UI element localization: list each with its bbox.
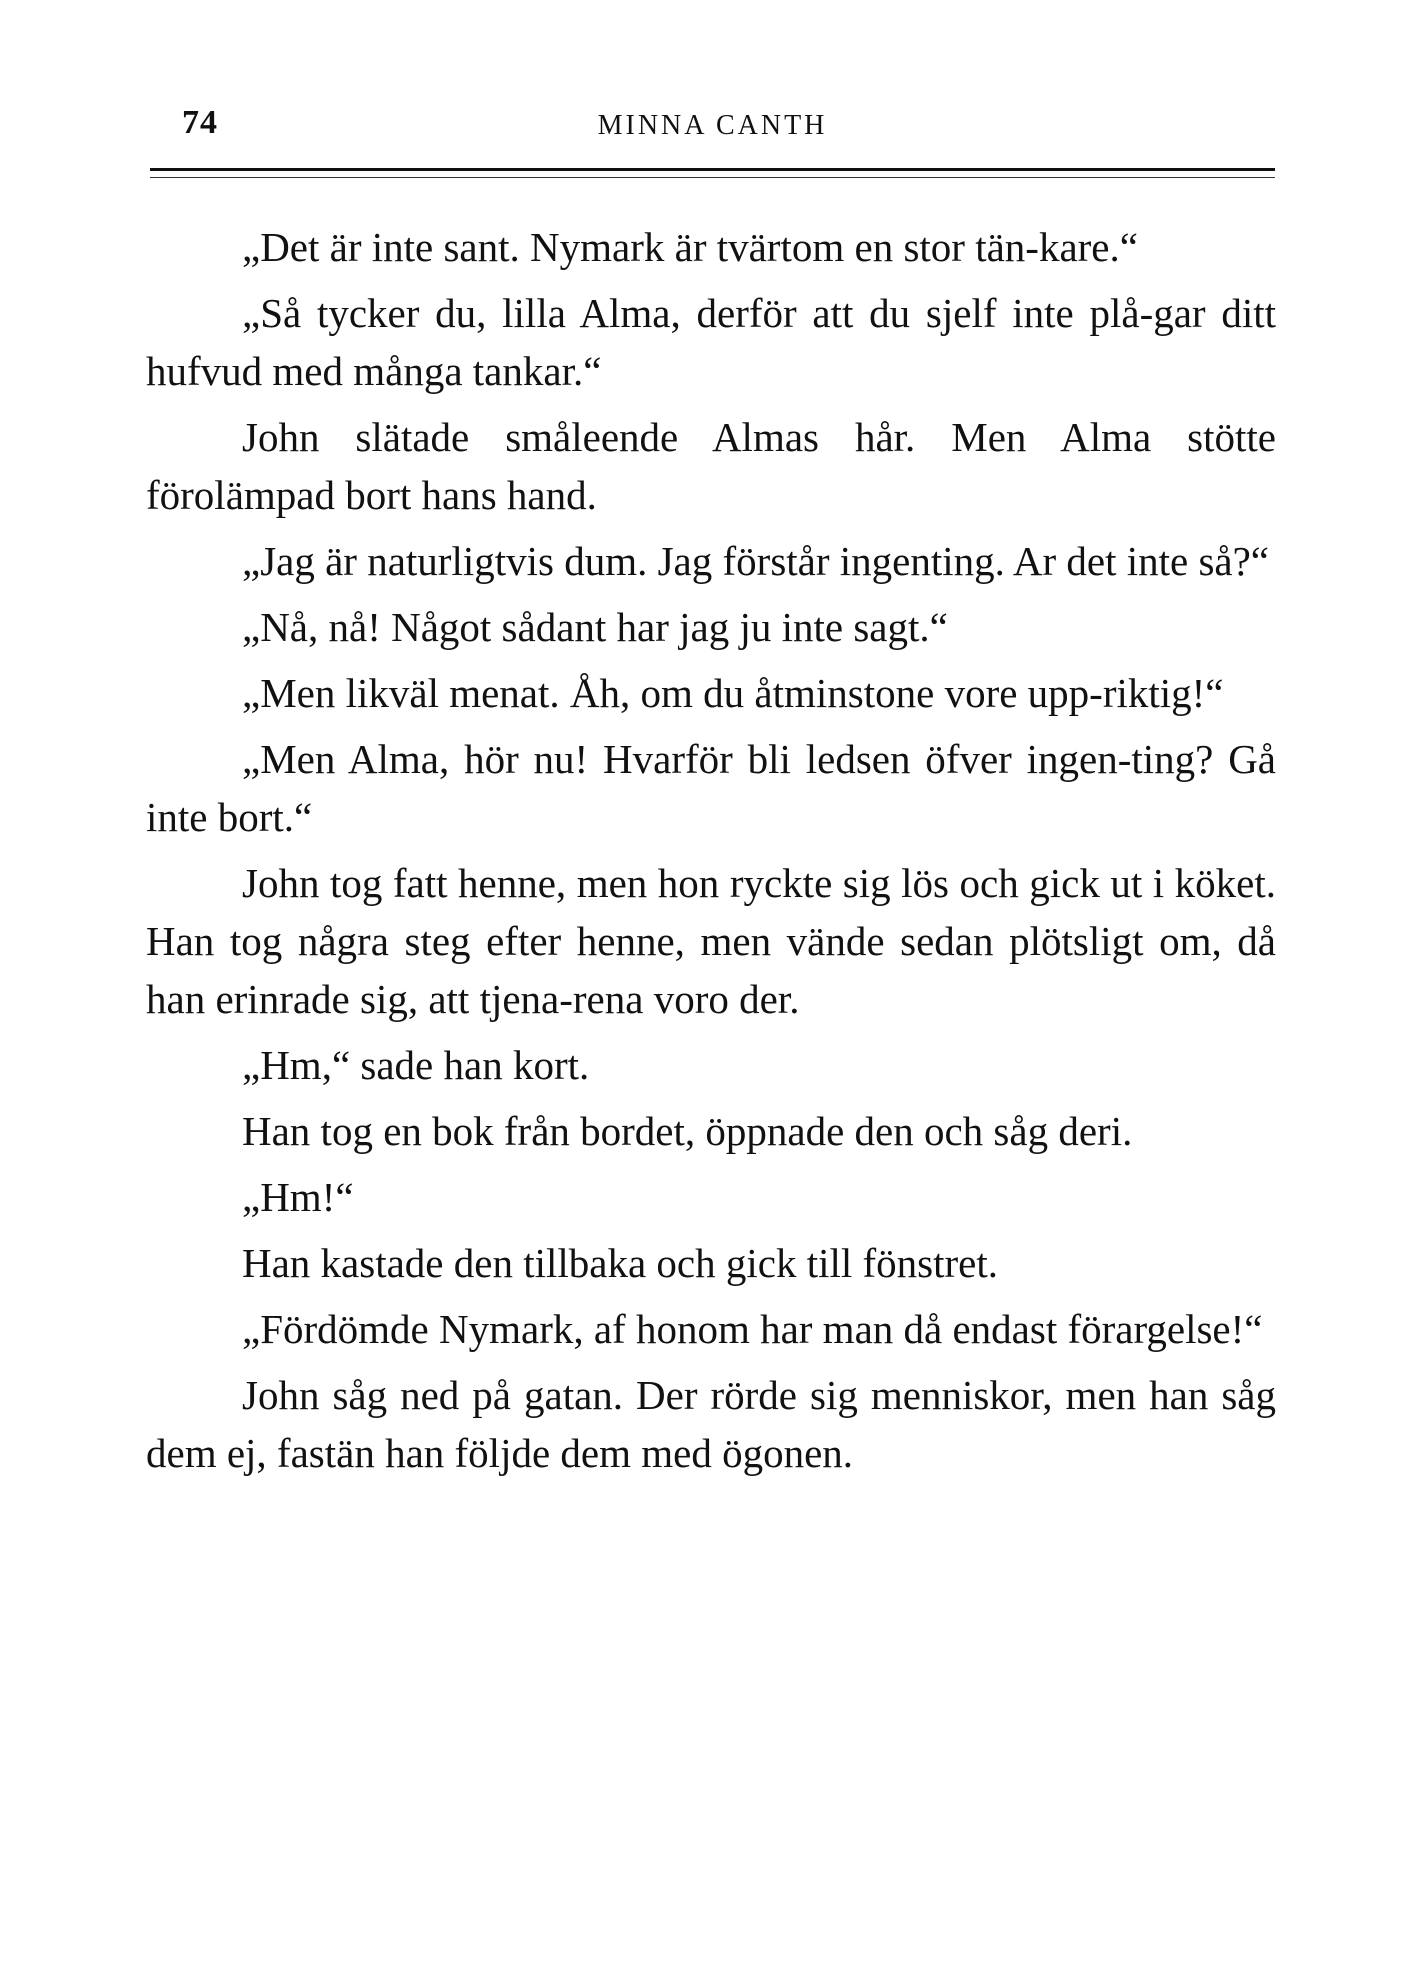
paragraph: John slätade småleende Almas hår. Men Alma stötte förolämpad bort hans hand. bbox=[146, 414, 1276, 518]
page-header bbox=[150, 100, 1275, 150]
paragraph: Han kastade den tillbaka och gick till fönstret. bbox=[242, 1240, 998, 1286]
paragraph: „Så tycker du, lilla Alma, derför att du sjelf inte plå-gar ditt hufvud med många tankar.“ bbox=[146, 290, 1276, 394]
paragraph: „Nå, nå! Något sådant har jag ju inte sagt.“ bbox=[242, 604, 948, 650]
paragraph: „Det är inte sant. Nymark är tvärtom en stor tän-kare.“ bbox=[242, 224, 1138, 270]
page-number: 74 bbox=[182, 104, 218, 141]
paragraph: „Jag är naturligtvis dum. Jag förstår ingenting. Ar det inte så?“ bbox=[242, 538, 1270, 584]
paragraph: „Men likväl menat. Åh, om du åtminstone vore upp-riktig!“ bbox=[242, 670, 1224, 716]
paragraph: „Hm!“ bbox=[242, 1174, 354, 1220]
running-title: MINNA CANTH bbox=[597, 110, 828, 141]
paragraph: John tog fatt henne, men hon ryckte sig lös och gick ut i köket. Han tog några steg efter henne, men vände sedan plötsligt om, då han erinrade sig, att tjena-rena voro der. bbox=[146, 860, 1276, 1022]
paragraph: „Hm,“ sade han kort. bbox=[242, 1042, 590, 1088]
body-text bbox=[146, 218, 1276, 1490]
header-rule-thick bbox=[150, 168, 1275, 171]
paragraph: John såg ned på gatan. Der rörde sig menniskor, men han såg dem ej, fastän han följde dem med ögonen. bbox=[146, 1372, 1276, 1476]
header-rule-thin bbox=[150, 177, 1275, 178]
paragraph: „Men Alma, hör nu! Hvarför bli ledsen öfver ingen-ting? Gå inte bort.“ bbox=[146, 736, 1276, 840]
paragraph: Han tog en bok från bordet, öppnade den och såg deri. bbox=[242, 1108, 1133, 1154]
paragraph: „Fördömde Nymark, af honom har man då endast förargelse!“ bbox=[242, 1306, 1263, 1352]
